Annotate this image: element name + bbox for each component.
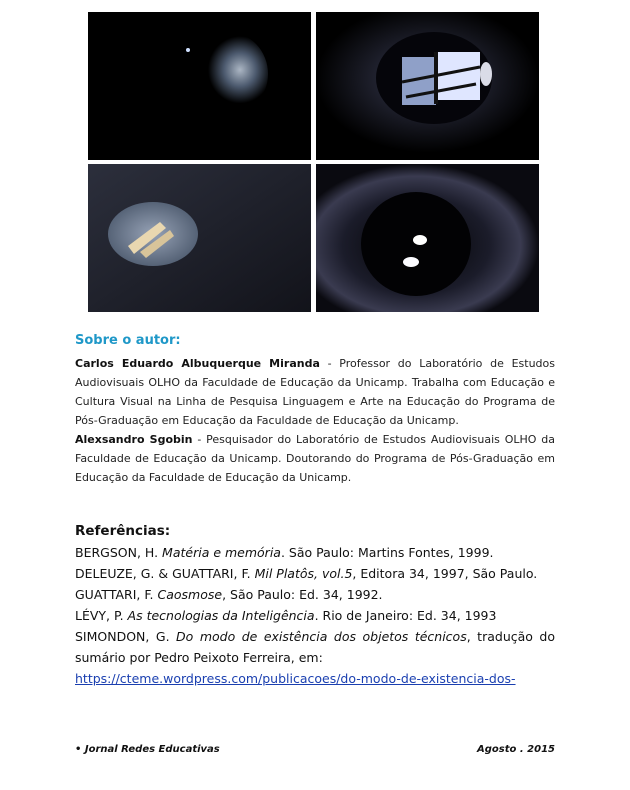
reference-title: Caosmose xyxy=(157,587,223,602)
author-text-1: - Professor do Laboratório de Estudos Audiovisuais OLHO da Faculdade de Educação da Unicamp. Trabalha com Educação e Cultura Visual na Linha de Pesquisa Linguagem e Arte na Educação do Programa de Pós-Graduação em Educação da Faculdade de Educação da Unicamp. xyxy=(75,357,555,427)
reference-author: LÉVY, P. xyxy=(75,608,128,623)
footer-journal-name: • Jornal Redes Educativas xyxy=(75,744,220,755)
reference-title: As tecnologias da Inteligência xyxy=(127,608,315,623)
references-heading: Referências: xyxy=(75,523,171,539)
reference-details: . Rio de Janeiro: Ed. 34, 1993 xyxy=(314,608,497,623)
photo-dark-projection-2 xyxy=(316,12,539,160)
author-section xyxy=(75,333,555,487)
author-text-2: - Pesquisador do Laboratório de Estudos Audiovisuais OLHO da Faculdade de Educação da Unicamp. Doutorando do Programa de Pós-Graduação em Educação da Faculdade de Educação da Unicamp. xyxy=(75,433,556,484)
references-section xyxy=(75,523,555,689)
reference-link[interactable]: https://cteme.wordpress.com/publicacoes/do-modo-de-existencia-dos- xyxy=(75,671,516,686)
reference-title: Mil Platôs, vol.5 xyxy=(254,566,353,581)
reference-author: DELEUZE, G. & GUATTARI, F. xyxy=(75,566,255,581)
author-bio-1 xyxy=(75,354,555,430)
reference-author: BERGSON, H. xyxy=(75,545,163,560)
reference-details: , Editora 34, 1997, São Paulo. xyxy=(352,566,538,581)
reference-title: Do modo de existência dos objetos técnicos xyxy=(176,629,467,644)
reference-item xyxy=(75,542,555,563)
photo-dark-projection-3 xyxy=(88,164,311,312)
reference-details: . São Paulo: Martins Fontes, 1999. xyxy=(280,545,494,560)
reference-title: Matéria e memória xyxy=(162,545,281,560)
author-name-2: Alexsandro Sgobin xyxy=(75,433,193,446)
reference-author: SIMONDON, G. xyxy=(75,629,177,644)
footer-date: Agosto . 2015 xyxy=(477,744,555,755)
reference-details: , São Paulo: Ed. 34, 1992. xyxy=(222,587,383,602)
author-name-1: Carlos Eduardo Albuquerque Miranda xyxy=(75,357,320,370)
author-bio-2 xyxy=(75,430,555,487)
reference-item xyxy=(75,626,555,668)
reference-item xyxy=(75,605,555,626)
photo-grid xyxy=(88,12,539,312)
author-heading: Sobre o autor: xyxy=(75,333,181,348)
reference-item xyxy=(75,563,555,584)
photo-dark-projection-4 xyxy=(316,164,539,312)
reference-author: GUATTARI, F. xyxy=(75,587,158,602)
photo-dark-projection-1 xyxy=(88,12,311,160)
reference-item xyxy=(75,584,555,605)
reference-details: , tradução do sumário por Pedro Peixoto Ferreira, em: xyxy=(75,629,556,665)
